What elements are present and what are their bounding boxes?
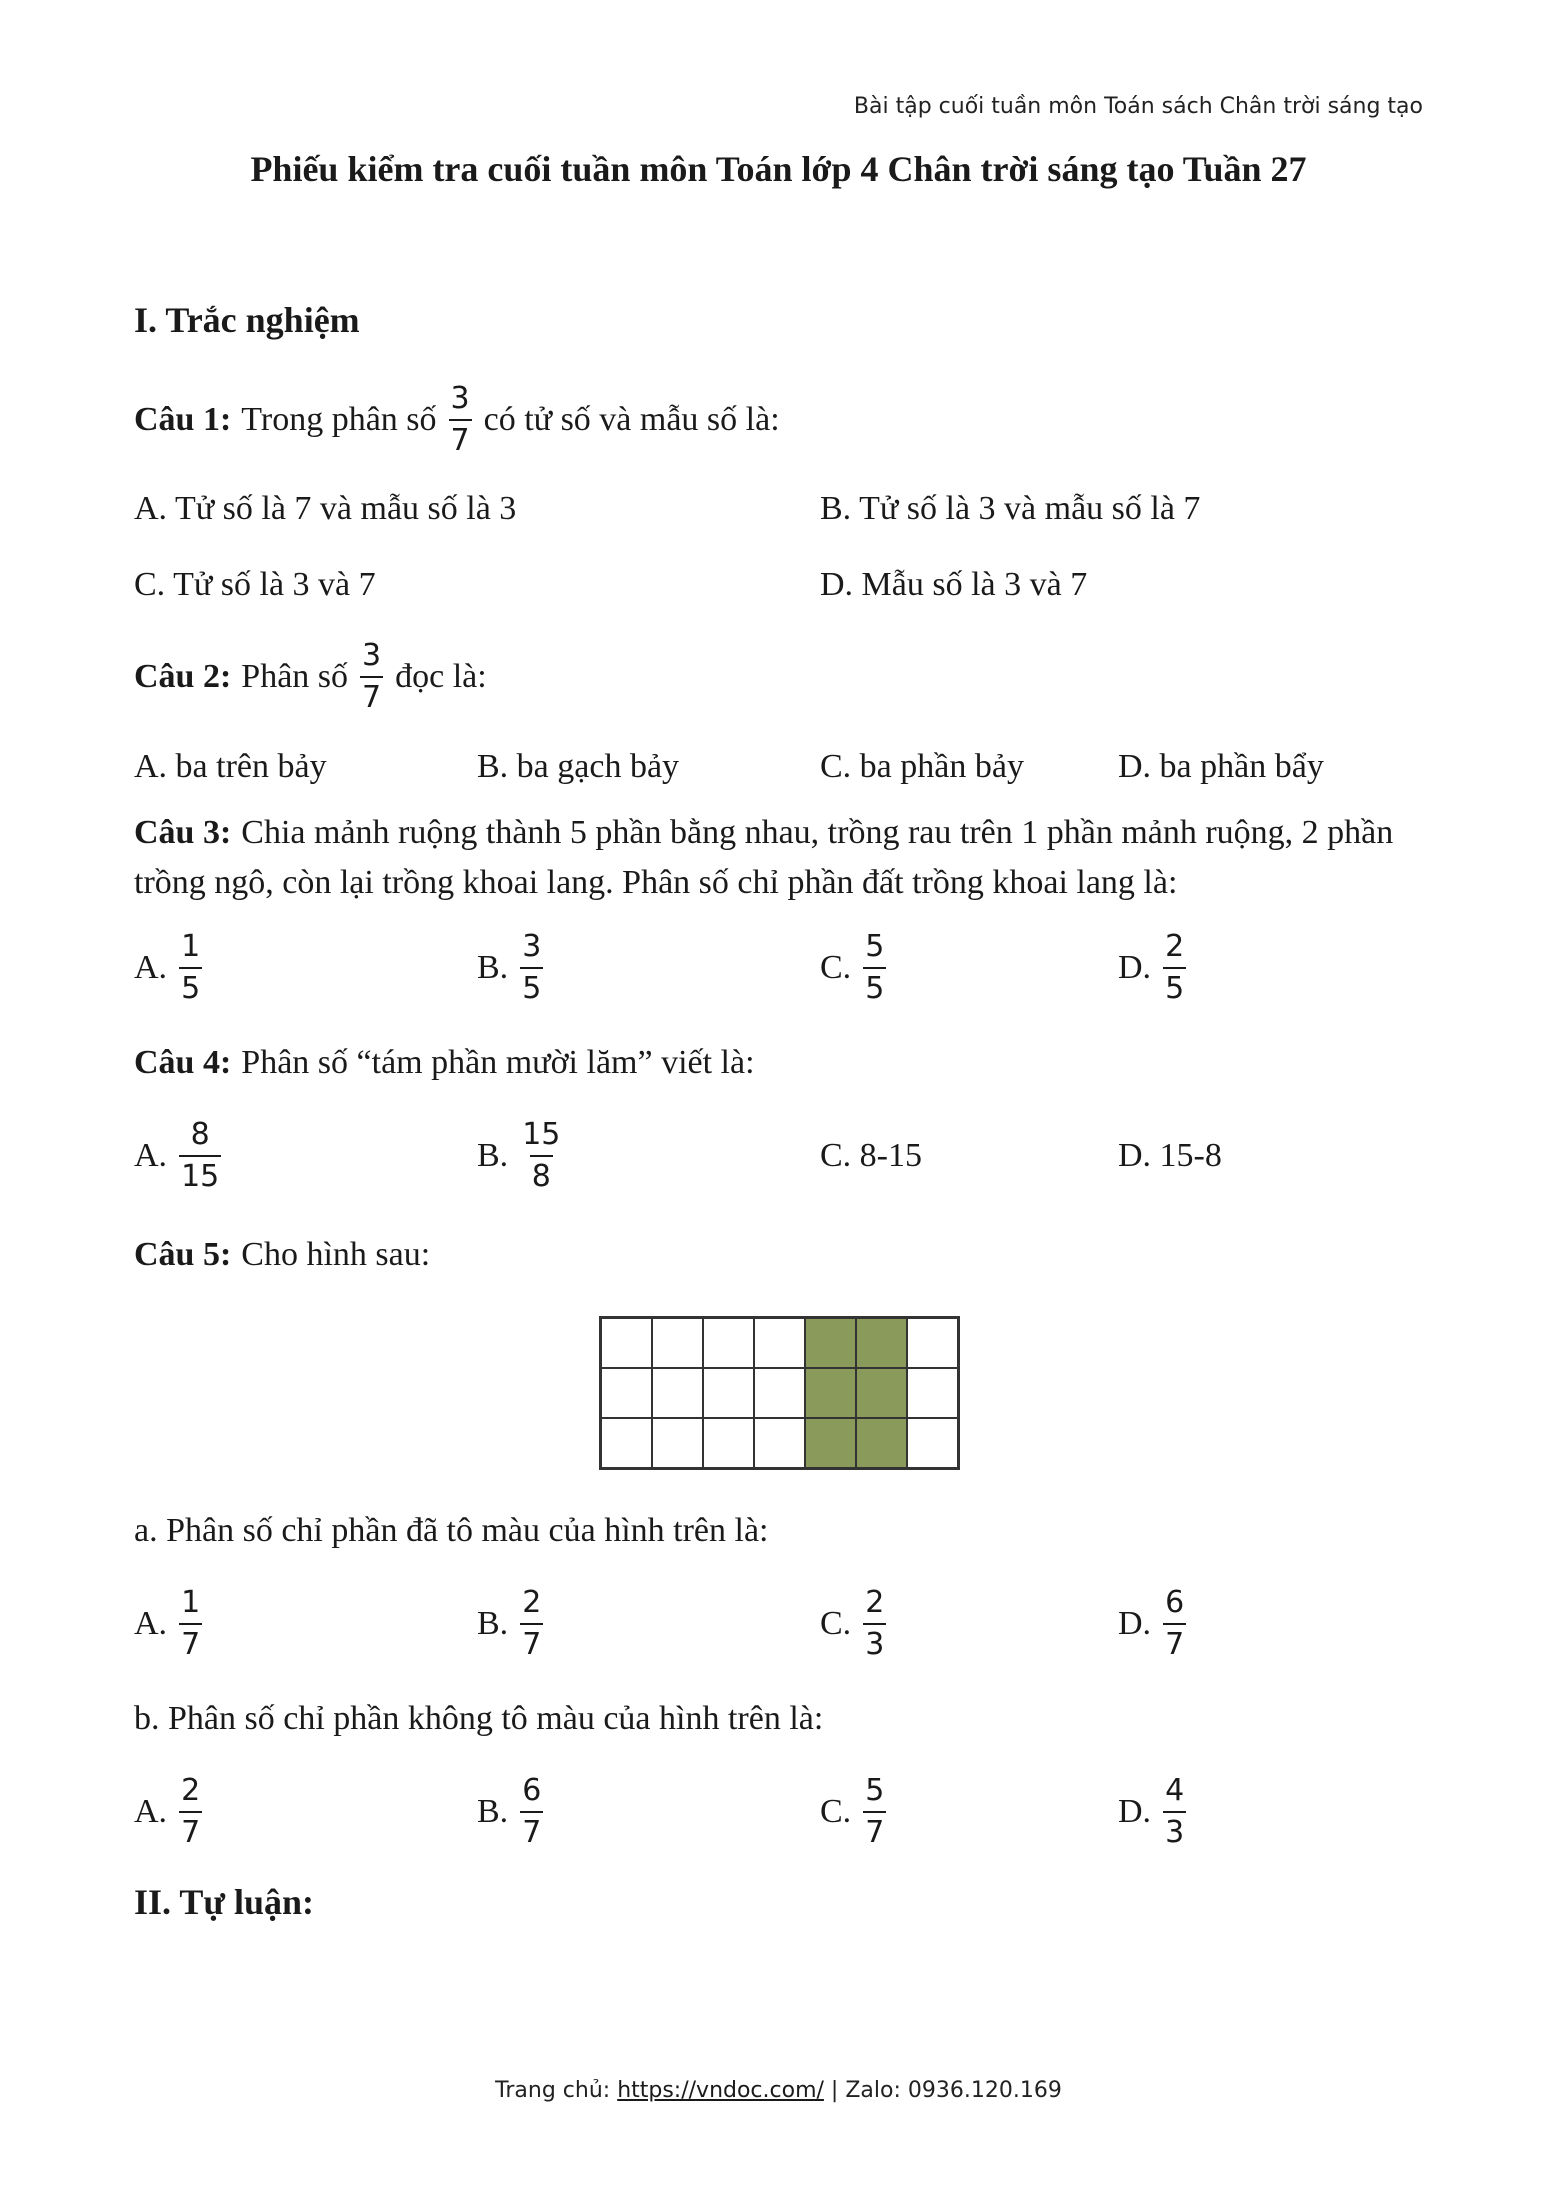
grid-cell bbox=[754, 1368, 805, 1418]
question-5a-option-c[interactable] bbox=[820, 1586, 1118, 1662]
grid-cell bbox=[907, 1368, 958, 1418]
grid-cell bbox=[805, 1368, 856, 1418]
fraction-numerator: 3 bbox=[522, 929, 542, 964]
option-fraction bbox=[179, 1118, 221, 1194]
option-fraction bbox=[520, 930, 543, 1006]
question-3-options bbox=[134, 918, 1424, 1018]
fraction-denominator: 5 bbox=[1163, 967, 1186, 1006]
fraction-numerator: 1 bbox=[181, 1585, 201, 1620]
option-letter: B. bbox=[477, 949, 509, 986]
fraction-denominator: 7 bbox=[520, 1623, 543, 1662]
question-3-option-a[interactable] bbox=[134, 930, 477, 1006]
question-2-option-d[interactable]: D. ba phần bẩy bbox=[1118, 748, 1324, 785]
question-3-text: Chia mảnh ruộng thành 5 phần bằng nhau, trồng rau trên 1 phần mảnh ruộng, 2 phần trồng ngô, còn lại trồng khoai lang. Phân số chỉ phần đất trồng khoai lang là: bbox=[134, 814, 1394, 901]
section-multiple-choice-title: I. Trắc nghiệm bbox=[134, 300, 360, 340]
question-5b-option-d[interactable] bbox=[1118, 1774, 1198, 1850]
question-2 bbox=[134, 632, 1424, 722]
question-2-fraction bbox=[360, 639, 383, 715]
option-fraction bbox=[863, 1586, 886, 1662]
fraction-denominator: 3 bbox=[1163, 1811, 1186, 1850]
fraction-numerator: 4 bbox=[1165, 1773, 1185, 1808]
grid-cell bbox=[856, 1418, 907, 1468]
grid-cell bbox=[601, 1318, 652, 1368]
question-4-option-b[interactable] bbox=[477, 1118, 820, 1194]
grid-cell bbox=[754, 1318, 805, 1368]
option-letter: D. bbox=[1118, 949, 1152, 986]
fraction-denominator: 7 bbox=[360, 676, 383, 715]
option-letter: B. bbox=[477, 1137, 509, 1174]
footer-contact: | Zalo: 0936.120.169 bbox=[830, 2078, 1062, 2103]
question-4 bbox=[134, 1038, 1424, 1088]
question-4-text: Phân số “tám phần mười lăm” viết là: bbox=[241, 1044, 755, 1081]
fraction-denominator: 8 bbox=[530, 1155, 553, 1194]
option-letter: A. bbox=[134, 1137, 168, 1174]
grid-cell bbox=[907, 1418, 958, 1468]
fraction-numerator: 6 bbox=[1165, 1585, 1185, 1620]
question-2-label: Câu 2: bbox=[134, 658, 232, 695]
question-1-fraction bbox=[449, 382, 472, 458]
option-letter: A. bbox=[134, 1605, 168, 1642]
question-5a bbox=[134, 1506, 1424, 1556]
question-1-option-d[interactable]: D. Mẫu số là 3 và 7 bbox=[820, 566, 1088, 603]
option-fraction bbox=[179, 930, 202, 1006]
fraction-denominator: 7 bbox=[520, 1811, 543, 1850]
shaded-grid-figure bbox=[599, 1316, 960, 1470]
option-fraction bbox=[1163, 930, 1186, 1006]
question-5-text: Cho hình sau: bbox=[241, 1236, 431, 1273]
grid-cell bbox=[856, 1368, 907, 1418]
question-1-option-b[interactable]: B. Tử số là 3 và mẫu số là 7 bbox=[820, 490, 1201, 527]
fraction-numerator: 2 bbox=[865, 1585, 885, 1620]
grid-cell bbox=[907, 1318, 958, 1368]
section-essay-title: II. Tự luận: bbox=[134, 1882, 315, 1922]
question-2-options bbox=[134, 740, 1424, 794]
grid-cell bbox=[805, 1418, 856, 1468]
grid-cell bbox=[652, 1368, 703, 1418]
option-letter: D. bbox=[1118, 1605, 1152, 1642]
fraction-numerator: 6 bbox=[522, 1773, 542, 1808]
question-2-option-c[interactable]: C. ba phần bảy bbox=[820, 748, 1024, 785]
option-letter: C. bbox=[820, 1793, 852, 1830]
fraction-denominator: 7 bbox=[1163, 1623, 1186, 1662]
question-4-label: Câu 4: bbox=[134, 1044, 232, 1081]
question-5 bbox=[134, 1230, 1424, 1280]
question-4-option-d[interactable]: D. 15-8 bbox=[1118, 1137, 1222, 1174]
fraction-denominator: 5 bbox=[520, 967, 543, 1006]
question-1-label: Câu 1: bbox=[134, 401, 232, 438]
question-2-option-a[interactable]: A. ba trên bảy bbox=[134, 748, 327, 785]
question-1-options-row-1 bbox=[134, 482, 1424, 536]
question-3-option-c[interactable] bbox=[820, 930, 1118, 1006]
question-5-figure bbox=[134, 1316, 1424, 1470]
question-3-option-d[interactable] bbox=[1118, 930, 1198, 1006]
option-letter: A. bbox=[134, 949, 168, 986]
document-title: Phiếu kiểm tra cuối tuần môn Toán lớp 4 Chân trời sáng tạo Tuần 27 bbox=[250, 149, 1307, 189]
footer-home-link[interactable]: https://vndoc.com/ bbox=[617, 2078, 824, 2103]
question-5a-option-b[interactable] bbox=[477, 1586, 820, 1662]
fraction-denominator: 7 bbox=[863, 1811, 886, 1850]
fraction-denominator: 5 bbox=[863, 967, 886, 1006]
option-fraction bbox=[179, 1774, 202, 1850]
question-1-option-a[interactable]: A. Tử số là 7 và mẫu số là 3 bbox=[134, 490, 517, 527]
document-content bbox=[134, 290, 1424, 1932]
question-1 bbox=[134, 380, 1424, 460]
question-2-text-before: Phân số bbox=[241, 658, 349, 695]
page-footer bbox=[0, 2078, 1557, 2103]
question-5b-option-a[interactable] bbox=[134, 1774, 477, 1850]
grid-cell bbox=[703, 1418, 754, 1468]
fraction-numerator: 2 bbox=[1165, 929, 1185, 964]
question-5b-options bbox=[134, 1762, 1424, 1862]
question-1-text-after: có tử số và mẫu số là: bbox=[483, 401, 780, 438]
option-letter: D. bbox=[1118, 1793, 1152, 1830]
grid-cell bbox=[652, 1418, 703, 1468]
grid-cell bbox=[805, 1318, 856, 1368]
question-5a-option-a[interactable] bbox=[134, 1586, 477, 1662]
option-fraction bbox=[863, 1774, 886, 1850]
question-2-text-after: đọc là: bbox=[395, 658, 487, 695]
question-1-text-before: Trong phân số bbox=[241, 401, 437, 438]
option-fraction bbox=[1163, 1586, 1186, 1662]
question-1-option-c[interactable]: C. Tử số là 3 và 7 bbox=[134, 566, 376, 603]
fraction-numerator: 3 bbox=[362, 638, 382, 673]
fraction-numerator: 1 bbox=[181, 929, 201, 964]
question-2-option-b[interactable]: B. ba gạch bảy bbox=[477, 748, 680, 785]
question-3-label: Câu 3: bbox=[134, 814, 232, 851]
fraction-numerator: 5 bbox=[865, 1773, 885, 1808]
fraction-denominator: 7 bbox=[179, 1623, 202, 1662]
fraction-numerator: 8 bbox=[190, 1117, 210, 1152]
footer-prefix: Trang chủ: bbox=[495, 2078, 611, 2103]
question-5a-options bbox=[134, 1574, 1424, 1674]
question-4-option-a[interactable] bbox=[134, 1118, 477, 1194]
fraction-denominator: 7 bbox=[449, 419, 472, 458]
question-4-option-c[interactable]: C. 8-15 bbox=[820, 1137, 922, 1174]
question-5b bbox=[134, 1694, 1424, 1744]
option-fraction bbox=[863, 930, 886, 1006]
question-5b-option-b[interactable] bbox=[477, 1774, 820, 1850]
grid-cell bbox=[652, 1318, 703, 1368]
question-5a-text: a. Phân số chỉ phần đã tô màu của hình trên là: bbox=[134, 1512, 769, 1549]
question-5a-option-d[interactable] bbox=[1118, 1586, 1198, 1662]
grid-cell bbox=[703, 1318, 754, 1368]
question-5b-text: b. Phân số chỉ phần không tô màu của hình trên là: bbox=[134, 1700, 824, 1737]
fraction-numerator: 2 bbox=[181, 1773, 201, 1808]
fraction-denominator: 5 bbox=[179, 967, 202, 1006]
grid-cell bbox=[754, 1418, 805, 1468]
question-4-options bbox=[134, 1106, 1424, 1206]
option-letter: B. bbox=[477, 1605, 509, 1642]
option-fraction bbox=[179, 1586, 202, 1662]
question-3 bbox=[134, 808, 1424, 908]
option-fraction bbox=[520, 1586, 543, 1662]
question-3-option-b[interactable] bbox=[477, 930, 820, 1006]
question-5-label: Câu 5: bbox=[134, 1236, 232, 1273]
fraction-numerator: 3 bbox=[450, 381, 470, 416]
option-letter: C. bbox=[820, 1605, 852, 1642]
header-note: Bài tập cuối tuần môn Toán sách Chân trời sáng tạo bbox=[853, 94, 1423, 119]
fraction-numerator: 2 bbox=[522, 1585, 542, 1620]
grid-cell bbox=[601, 1368, 652, 1418]
option-fraction bbox=[1163, 1774, 1186, 1850]
fraction-numerator: 15 bbox=[522, 1117, 561, 1152]
fraction-denominator: 15 bbox=[179, 1155, 221, 1194]
option-letter: A. bbox=[134, 1793, 168, 1830]
question-5b-option-c[interactable] bbox=[820, 1774, 1118, 1850]
fraction-denominator: 7 bbox=[179, 1811, 202, 1850]
option-fraction bbox=[520, 1118, 562, 1194]
grid-cell bbox=[856, 1318, 907, 1368]
option-letter: C. bbox=[820, 949, 852, 986]
option-letter: B. bbox=[477, 1793, 509, 1830]
fraction-numerator: 5 bbox=[865, 929, 885, 964]
question-1-options-row-2 bbox=[134, 558, 1424, 612]
fraction-denominator: 3 bbox=[863, 1623, 886, 1662]
option-fraction bbox=[520, 1774, 543, 1850]
grid-cell bbox=[703, 1368, 754, 1418]
grid-cell bbox=[601, 1418, 652, 1468]
